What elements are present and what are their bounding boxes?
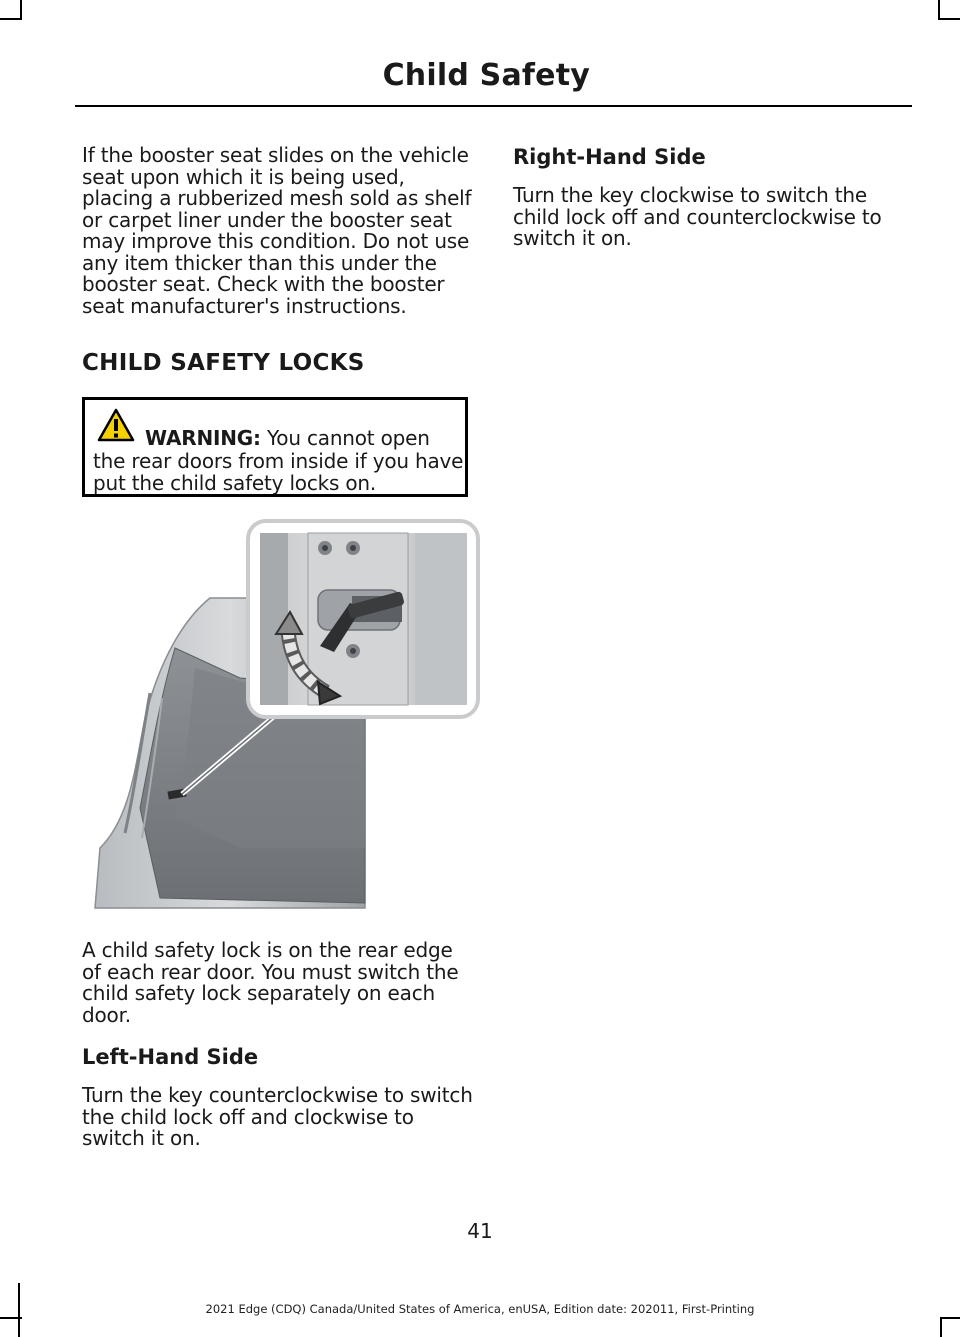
- right-hand-side-heading: Right-Hand Side: [513, 145, 706, 169]
- left-column: [82, 145, 477, 376]
- crop-mark: [938, 18, 960, 20]
- left-column-lower: [82, 940, 477, 1150]
- crop-mark: [940, 1317, 960, 1319]
- page-title: Child Safety: [382, 58, 590, 93]
- right-hand-side-text: Turn the key clockwise to switch the child lock off and counterclockwise to switch it on.: [513, 183, 882, 250]
- edition-footer: 2021 Edge (CDQ) Canada/United States of America, enUSA, Edition date: 202011, First-Printing: [205, 1302, 755, 1316]
- page-number: 41: [467, 1219, 493, 1243]
- right-column: [513, 145, 913, 250]
- crop-mark: [940, 1317, 942, 1337]
- left-hand-side-heading: Left-Hand Side: [82, 1045, 259, 1069]
- header-rule: [75, 105, 912, 107]
- crop-mark: [0, 1317, 22, 1319]
- warning-text: [93, 427, 465, 495]
- warning-label: WARNING:: [145, 426, 261, 450]
- section-heading: CHILD SAFETY LOCKS: [82, 350, 365, 376]
- left-hand-side-text: Turn the key counterclockwise to switch the child lock off and clockwise to switch it on.: [82, 1083, 473, 1150]
- crop-mark: [20, 0, 22, 20]
- crop-mark: [938, 0, 940, 20]
- warning-body: You cannot open the rear doors from inside if you have put the child safety locks on.: [93, 426, 464, 495]
- warning-box: [82, 397, 468, 497]
- intro-paragraph: If the booster seat slides on the vehicle seat upon which it is being used, placing a rubberized mesh sold as shelf or carpet liner under the booster seat may improve this condition. Do not use any item thicker than this under the booster seat. Check with the booster seat manufacturer's instructions.: [82, 143, 472, 318]
- child-lock-location-paragraph: A child safety lock is on the rear edge of each rear door. You must switch the child safety lock separately on each door.: [82, 938, 459, 1027]
- crop-mark: [0, 18, 22, 20]
- child-lock-illustration: [90, 518, 482, 913]
